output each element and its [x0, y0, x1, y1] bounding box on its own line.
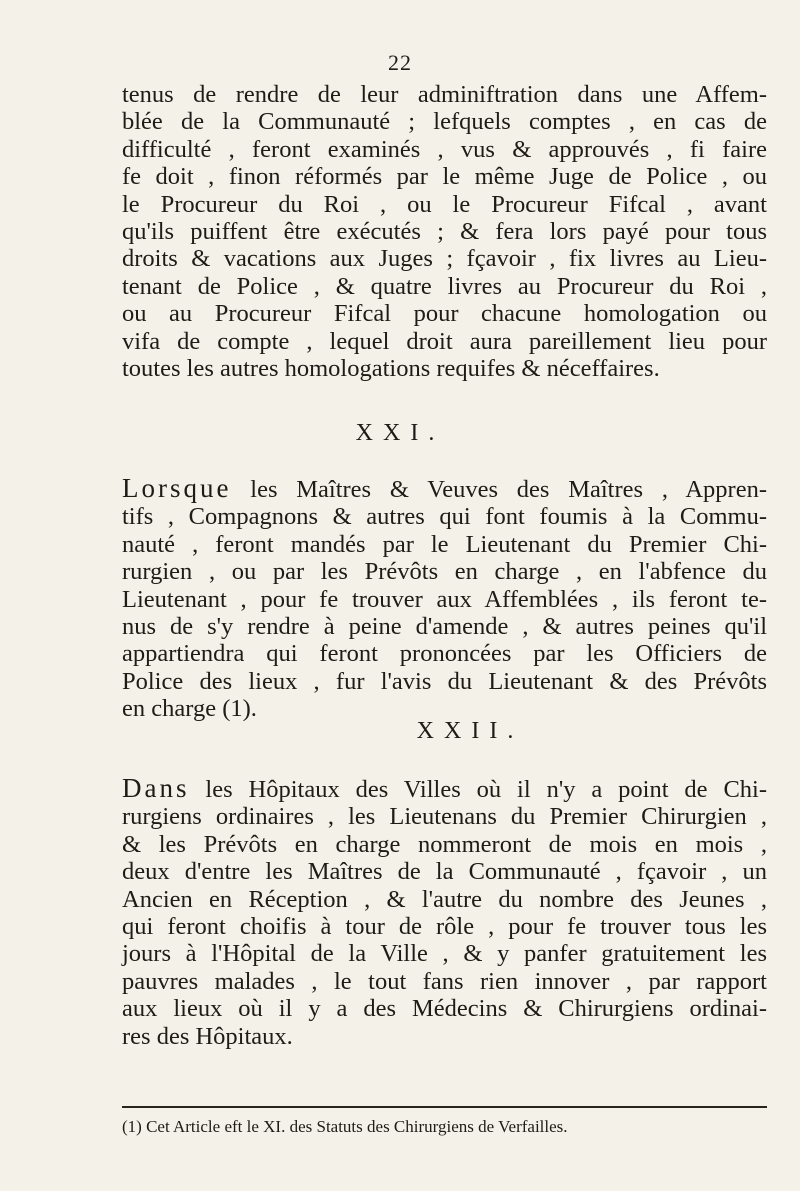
text-line: pauvres malades , le tout fans rien innover , par rapport — [122, 967, 767, 995]
footnote: (1) Cet Article eft le XI. des Statuts des Chirurgiens de Verfailles. — [122, 1117, 568, 1136]
text-line: nauté , feront mandés par le Lieutenant du Premier Chi- — [122, 530, 767, 558]
text-line — [122, 475, 767, 503]
paragraph-3 — [122, 775, 767, 1050]
text-line: Ancien en Réception , & l'autre du nombre des Jeunes , — [122, 885, 767, 913]
text-line: Lieutenant , pour fe trouver aux Affemblées , ils feront te- — [122, 585, 767, 613]
text-line: qui feront choifis à tour de rôle , pour fe trouver tous les — [122, 913, 767, 941]
text-line: Police des lieux , fur l'avis du Lieutenant & des Prévôts — [122, 667, 767, 695]
text-line: en charge (1). — [122, 695, 257, 723]
text-line: ou au Procureur Fifcal pour chacune homologation ou — [122, 300, 767, 328]
text-line: appartiendra qui feront prononcées par les Officiers de — [122, 640, 767, 668]
text-line: difficulté , feront examinés , vus & approuvés , fi faire — [122, 135, 767, 163]
article-heading-xxi: XXI. — [355, 420, 445, 446]
footnote-divider — [122, 1106, 767, 1108]
dropcap-word: Dans — [122, 773, 190, 803]
text-line: res des Hôpitaux. — [122, 1022, 293, 1050]
text-line: tifs , Compagnons & autres qui font foumis à la Commu- — [122, 503, 767, 531]
text-line: nus de s'y rendre à peine d'amende , & autres peines qu'il — [122, 613, 767, 641]
text-line: vifa de compte , lequel droit aura pareillement lieu pour — [122, 327, 767, 355]
text-line: aux lieux où il y a des Médecins & Chirurgiens ordinai- — [122, 995, 767, 1023]
text-line: & les Prévôts en charge nommeront de mois en mois , — [122, 830, 767, 858]
text-line: rurgiens ordinaires , les Lieutenans du Premier Chirurgien , — [122, 803, 767, 831]
text-line: droits & vacations aux Juges ; fçavoir , fix livres au Lieu- — [122, 245, 767, 273]
text-line: le Procureur du Roi , ou le Procureur Fifcal , avant — [122, 190, 767, 218]
text-line — [122, 775, 767, 803]
dropcap-word: Lorsque — [122, 473, 232, 503]
text-line: blée de la Communauté ; lefquels comptes , en cas de — [122, 108, 767, 136]
text-line: fe doit , finon réformés par le même Juge de Police , ou — [122, 163, 767, 191]
text-line: toutes les autres homologations requifes & néceffaires. — [122, 355, 660, 383]
paragraph-2 — [122, 475, 767, 723]
page-number: 22 — [388, 50, 412, 75]
article-heading-xxii: XXII. — [416, 718, 524, 744]
text-line: qu'ils puiffent être exécutés ; & fera lors payé pour tous — [122, 218, 767, 246]
text-line-rest: les Hôpitaux des Villes où il n'y a point de Chi- — [205, 776, 767, 803]
text-line: rurgien , ou par les Prévôts en charge , en l'abfence du — [122, 558, 767, 586]
paragraph-1 — [122, 81, 767, 382]
text-line-rest: les Maîtres & Veuves des Maîtres , Appren- — [250, 476, 768, 503]
text-line: deux d'entre les Maîtres de la Communauté , fçavoir , un — [122, 858, 767, 886]
text-line: tenant de Police , & quatre livres au Procureur du Roi , — [122, 272, 767, 300]
text-line: tenus de rendre de leur adminiftration dans une Affem- — [122, 81, 767, 108]
text-line: jours à l'Hôpital de la Ville , & y panfer gratuitement les — [122, 940, 767, 968]
